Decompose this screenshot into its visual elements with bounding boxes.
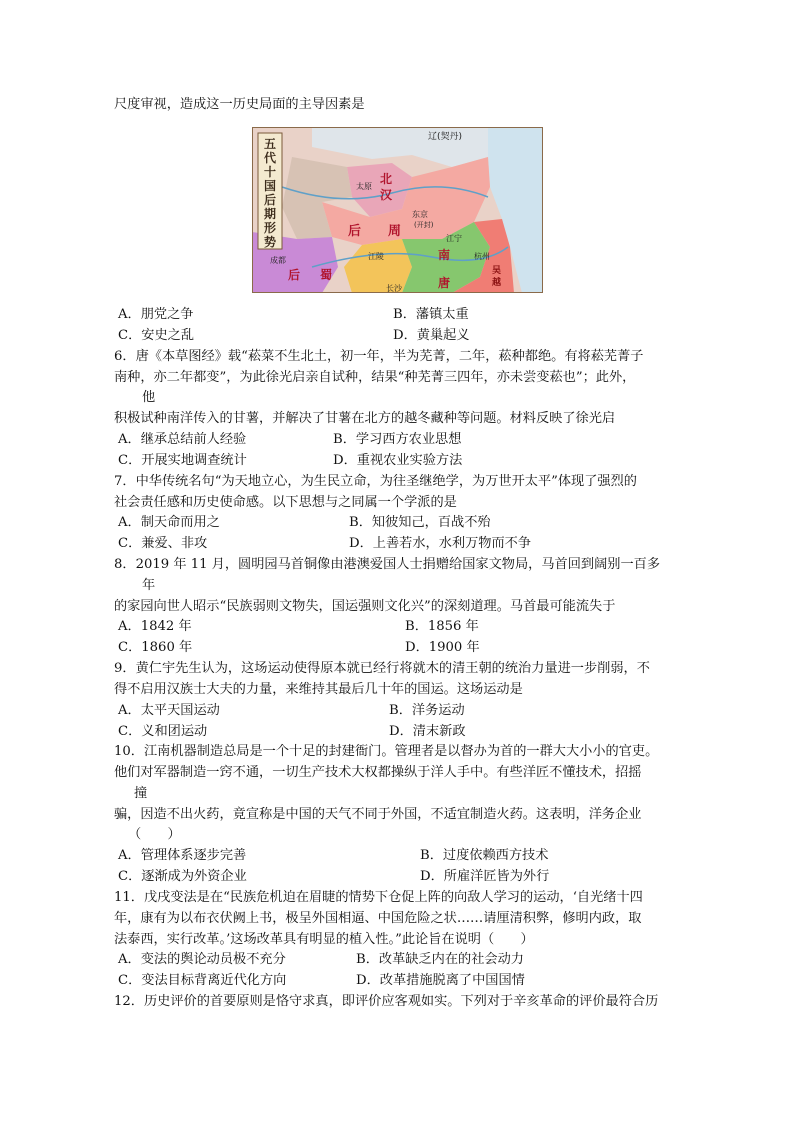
map-label-shu-later: 后 — [288, 268, 301, 282]
q8-option-c[interactable]: C．1860 年 — [118, 640, 193, 655]
q6-option-a[interactable]: A．继承总结前人经验 — [118, 432, 247, 447]
q7-stem-line: 7．中华传统名句“为天地立心，为生民立命，为往圣继绝学，为万世开太平”体现了强烈的 — [114, 474, 637, 489]
map-title-char: 代 — [263, 151, 277, 165]
map-title-char: 形 — [263, 221, 277, 235]
q10-answer-blank: （ ） — [128, 827, 181, 842]
map-graphic — [252, 127, 543, 293]
map-title-char: 国 — [263, 179, 277, 193]
map-title-char: 五 — [263, 137, 277, 151]
map-label-taiyuan: 太原 — [356, 182, 372, 191]
q5-option-d[interactable]: D．黄巢起义 — [393, 328, 470, 343]
map-title-char: 期 — [263, 207, 277, 221]
q10-stem-line: 撞 — [134, 786, 148, 801]
five-dynasties-map — [252, 127, 543, 293]
map-label-zhou: 周 — [388, 224, 402, 239]
q12-stem-line: 12．历史评价的首要原则是恪守求真，即评价应客观如实。下列对于辛亥革命的评价最符合历 — [114, 994, 659, 1009]
q9-option-c[interactable]: C．义和团运动 — [118, 724, 208, 739]
map-label-dongjing: 东京 — [412, 210, 428, 219]
map-label-kaifeng: (开封) — [414, 221, 434, 229]
q11-option-b[interactable]: B．改革缺乏内在的社会动力 — [356, 952, 524, 967]
q6-option-d[interactable]: D．重视农业实验方法 — [333, 453, 463, 468]
map-label-north: 北 — [380, 172, 393, 186]
q11-stem-line: 11．戊戌变法是在“民族危机迫在眉睫的情势下仓促上阵的向敌人学习的运动，‘自光绪十四 — [114, 890, 643, 905]
q6-stem-line: 积极试种南洋传入的甘薯，并解决了甘薯在北方的越冬藏种等问题。材料反映了徐光启 — [114, 411, 616, 426]
q10-stem-line: 他们对军器制造一窍不通，一切生产技术大权都操纵于洋人手中。有些洋匠不懂技术，招摇 — [114, 765, 642, 780]
map-label-shu: 蜀 — [320, 268, 333, 282]
q5-option-a[interactable]: A．朋党之争 — [118, 307, 194, 322]
q9-stem-line: 得不启用汉族士大夫的力量，来维持其最后几十年的国运。这场运动是 — [114, 682, 523, 697]
question-5-stem-tail: 尺度审视，造成这一历史局面的主导因素是 — [114, 97, 365, 112]
q9-option-a[interactable]: A．太平天国运动 — [118, 703, 220, 718]
q11-option-c[interactable]: C．变法目标背离近代化方向 — [118, 973, 287, 988]
q6-option-c[interactable]: C．开展实地调查统计 — [118, 453, 247, 468]
map-title-char: 后 — [263, 193, 277, 207]
map-label-wu: 吴 — [492, 266, 502, 276]
q10-stem-line: 10．江南机器制造总局是一个十足的封建衙门。管理者是以督办为首的一群大大小小的官吏。 — [114, 744, 659, 759]
q10-option-c[interactable]: C．逐渐成为外资企业 — [118, 869, 247, 884]
map-title-char: 十 — [263, 165, 277, 179]
q8-option-b[interactable]: B．1856 年 — [405, 619, 479, 634]
q7-stem-line: 社会责任感和历史使命感。以下思想与之同属一个学派的是 — [114, 495, 457, 510]
q6-option-b[interactable]: B．学习西方农业思想 — [333, 432, 462, 447]
q6-stem-line: 南种，亦二年都变”，为此徐光启亲自试种，结果“种芜菁三四年，亦未尝变菘也”；此外， — [114, 370, 636, 385]
q9-option-d[interactable]: D．清末新政 — [389, 724, 466, 739]
map-label-jiangning: 江宁 — [446, 234, 462, 243]
q10-option-d[interactable]: D．所雇洋匠皆为外行 — [420, 869, 550, 884]
map-label-nan: 南 — [438, 248, 451, 262]
map-label-tang: 唐 — [438, 276, 451, 290]
q11-stem-line: 年，康有为以布衣伏阙上书，极呈外国相逼、中国危险之状……请厘清积弊，修明内政，取 — [114, 911, 642, 926]
q8-stem-line: 的家园向世人昭示“民族弱则文物失，国运强则文化兴”的深刻道理。马首最可能流失于 — [114, 599, 616, 614]
q5-option-c[interactable]: C．安史之乱 — [118, 328, 195, 343]
q7-option-b[interactable]: B．知彼知己，百战不殆 — [349, 515, 491, 530]
map-label-han: 汉 — [380, 188, 393, 202]
q5-option-b[interactable]: B．藩镇太重 — [393, 307, 469, 322]
map-label-yue: 越 — [492, 278, 502, 288]
q10-stem-line: 骗，因造不出火药，竟宣称是中国的天气不同于外国，不适宜制造火药。这表明，洋务企业 — [114, 807, 642, 822]
q9-option-b[interactable]: B．洋务运动 — [389, 703, 465, 718]
q8-option-a[interactable]: A．1842 年 — [118, 619, 192, 634]
q8-option-d[interactable]: D．1900 年 — [405, 640, 480, 655]
map-label-later: 后 — [348, 224, 362, 239]
q8-stem-line: 年 — [142, 578, 156, 593]
map-label-changsha: 长沙 — [386, 284, 402, 293]
q7-option-d[interactable]: D．上善若水，水利万物而不争 — [349, 536, 532, 551]
q11-option-d[interactable]: D．改革措施脱离了中国国情 — [356, 973, 525, 988]
q8-stem-line: 8．2019 年 11 月，圆明园马首铜像由港澳爱国人士捐赠给国家文物局，马首回到阔别一百多 — [114, 557, 661, 572]
map-title-char: 势 — [263, 235, 277, 249]
q6-stem-line: 6．唐《本草图经》载“菘菜不生北土，初一年，半为芜菁，二年，菘种都绝。有将菘芜菁子 — [114, 349, 644, 364]
q7-option-a[interactable]: A．制天命而用之 — [118, 515, 220, 530]
q7-option-c[interactable]: C．兼爱、非攻 — [118, 536, 208, 551]
q11-stem-line: 法泰西，实行改革。’这场改革具有明显的植入性。”此论旨在说明（ ） — [114, 932, 534, 947]
q6-stem-line: 他 — [142, 390, 156, 405]
q9-stem-line: 9．黄仁宇先生认为，这场运动使得原本就已经行将就木的清王朝的统治力量进一步削弱，不 — [114, 661, 650, 676]
map-label-chengdu: 成都 — [270, 256, 286, 265]
map-label-hangzhou: 杭州 — [474, 252, 490, 261]
q10-option-b[interactable]: B．过度依赖西方技术 — [420, 848, 549, 863]
map-label-liao: 辽(契丹) — [428, 132, 463, 142]
q10-option-a[interactable]: A．管理体系逐步完善 — [118, 848, 247, 863]
map-label-jiangling: 江陵 — [368, 252, 384, 261]
q11-option-a[interactable]: A．变法的舆论动员极不充分 — [118, 952, 286, 967]
